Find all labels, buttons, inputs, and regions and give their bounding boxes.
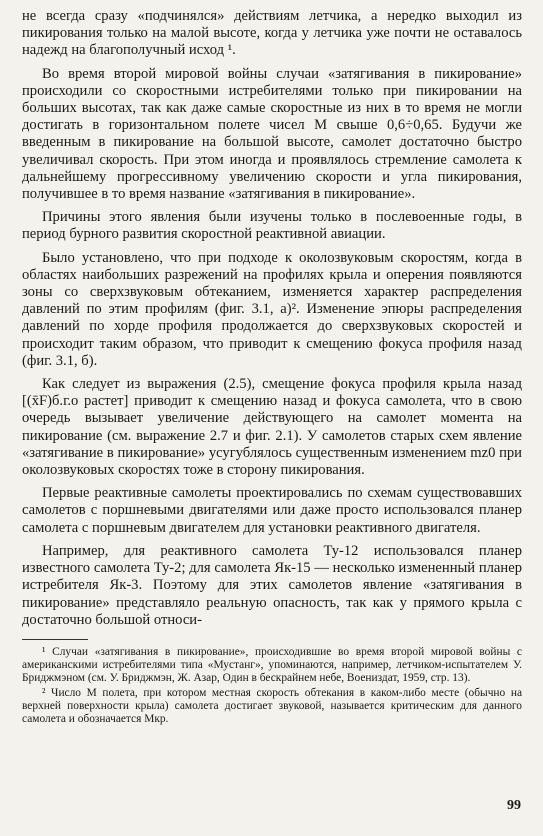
page-number: 99	[507, 798, 521, 813]
footnotes	[22, 646, 522, 726]
footnote: ¹ Случаи «затягивания в пикирование», происходившие во время второй мировой войны с американскими истребителями типа «Мустанг», упоминаются, например, летчиком-испытателем У. Бриджмэном (см. У. Бриджмэн, Ж. Азар, Один в бескрайнем небе, Воениздат, 1959, стр. 13).	[22, 645, 522, 685]
footnote: ² Число М полета, при котором местная скорость обтекания в каком-либо месте (обычно на верхней поверхности крыла) самолета достигает звуковой, называется критическим для данного самолета и обозначается Мкр.	[22, 686, 522, 725]
paragraph: Первые реактивные самолеты проектировались по схемам существовавших самолетов с поршневыми двигателями или даже просто использовался планер самолета с поршневым двигателем для установки реактивного двигателя.	[22, 485, 522, 536]
paragraph: не всегда сразу «подчинялся» действиям летчика, а нередко выходил из пикирования только на малой высоте, когда у летчика уже почти не оставалось надежд на благополучный исход ¹.	[22, 8, 522, 59]
paragraph: Было установлено, что при подходе к околозвуковым скоростям, когда в областях наибольших разрежений на профилях крыла и оперения появляются зоны со сверхзвуковым обтеканием, изменяется характер распределения давлений по этим профилям (фиг. 3.1, а)². Изменение эпюры распределения давлений по хорде профиля продолжается до сверхзвуковых скоростей и происходит таким образом, что приводит к смещению фокуса профиля назад (фиг. 3.1, б).	[22, 249, 522, 369]
body-text	[22, 8, 522, 629]
paragraph: Во время второй мировой войны случаи «затягивания в пикирование» происходили со скоростными истребителями только при пикировании на больших высотах, так как даже самые скоростные из них в то время не могли достигать в горизонтальном полете чисел М свыше 0,6÷0,65. Будучи же введенным в пикирование на большой высоте, самолет достаточно быстро увеличивал скорость. При этом иногда и проявлялось стремление самолета к дальнейшему прогрессивному увеличению скорости и угла пикирования, получившее в то время название «затягивания в пикирование».	[22, 65, 522, 203]
book-page	[22, 8, 522, 727]
paragraph: Причины этого явления были изучены только в послевоенные годы, в период бурного развития скоростной реактивной авиации.	[22, 209, 522, 243]
paragraph: Например, для реактивного самолета Ту-12 использовался планер известного самолета Ту-2; для самолета Як-15 — несколько измененный планер истребителя Як-3. Поэтому для этих самолетов явление «затягивания в пикирование» представляло реальную опасность, так как у прямого крыла с достаточно большой относи-	[22, 542, 522, 628]
paragraph: Как следует из выражения (2.5), смещение фокуса профиля крыла назад [(x̄F)б.г.о растет] приводит к смещению назад и фокуса самолета, что в свою очередь вызывает увеличение действующего на самолет момента на пикирование (см. выражение 2.7 и фиг. 2.1). У самолетов старых схем явление «затягивание в пикирование» усугублялось существенным изменением mz0 при околозвуковых скоростях тоже в сторону пикирования.	[22, 376, 522, 479]
footnote-divider	[22, 639, 88, 640]
